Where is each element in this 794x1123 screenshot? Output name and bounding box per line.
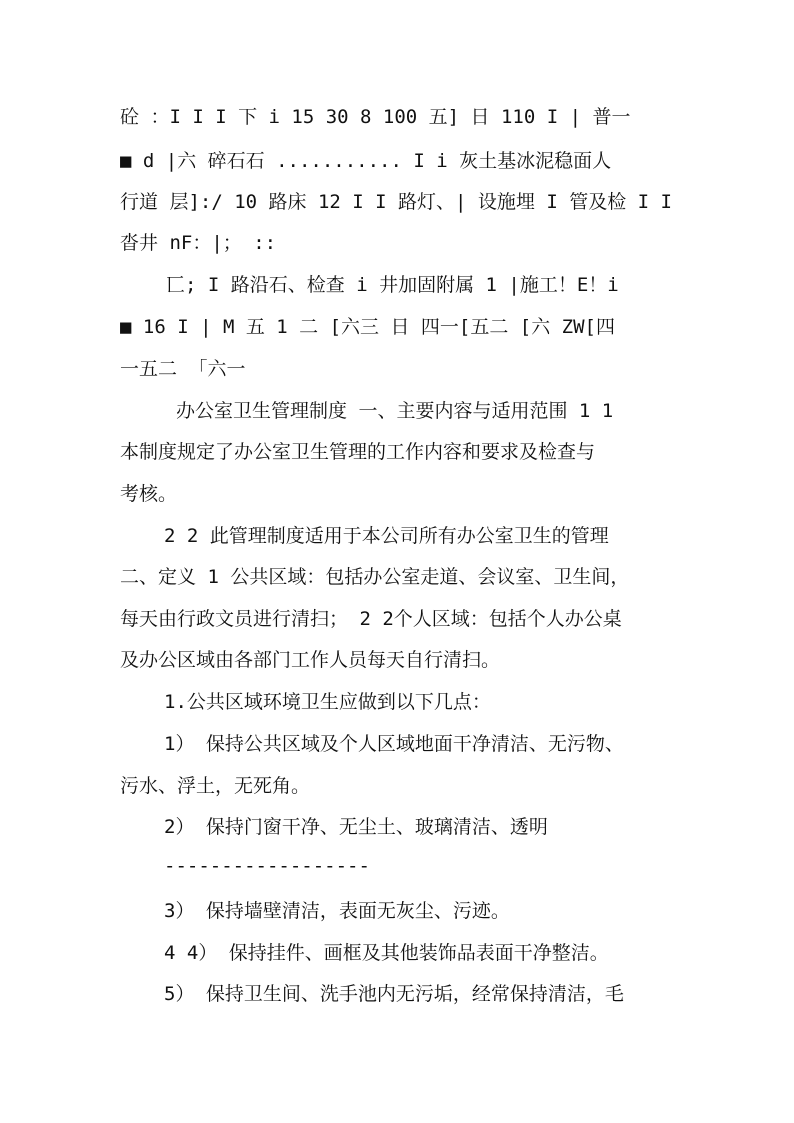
list-item-4: 4 4） 保持挂件、画框及其他装饰品表面干净整洁。 — [164, 942, 609, 964]
list-item-2: 2） 保持门窗干净、无尘土、玻璃清洁、透明 — [164, 816, 548, 838]
list-item-3: 3） 保持墙壁清洁，表面无灰尘、污迹。 — [164, 900, 510, 922]
list-item-5: 5） 保持卫生间、洗手池内无污垢，经常保持清洁，毛 — [164, 983, 624, 1005]
text-line-7: 一五二 「六一 — [120, 358, 246, 380]
text-line-10: 考核。 — [120, 483, 178, 505]
text-line-11: 2 2 此管理制度适用于本公司所有办公室卫生的管理 — [164, 525, 609, 547]
text-line-3: 行道 层]:/ 10 路床 12 I I 路灯、| 设施埋 I 管及检 I I — [120, 191, 672, 213]
text-line-15: 1.公共区域环境卫生应做到以下几点： — [164, 691, 491, 713]
text-line-9: 本制度规定了办公室卫生管理的工作内容和要求及检查与 — [120, 441, 596, 463]
text-line-2: ■ d |六 碎石石 ........... I i 灰土基冰泥稳面人 — [120, 150, 612, 172]
text-line-6: ■ 16 I | M 五 1 二 [六三 日 四一[五二 [六 ZW[四 — [120, 316, 615, 338]
text-line-1: 砼 ：I I I 下 i 15 30 8 100 五] 日 110 I | 普一 — [120, 106, 631, 128]
list-item-1: 1） 保持公共区域及个人区域地面干净清洁、无污物、 — [164, 733, 624, 755]
text-line-12: 二、定义 1 公共区域：包括办公室走道、会议室、卫生间， — [120, 566, 630, 588]
text-line-5: 匸; I 路沿石、检查 i 井加固附属 1 |施工！E！i — [166, 274, 619, 296]
text-line-17: 污水、浮土，无死角。 — [120, 775, 311, 797]
text-line-13: 每天由行政文员进行清扫； 2 2个人区域：包括个人办公桌 — [120, 608, 622, 630]
dashed-separator: ------------------ — [164, 855, 370, 877]
section-heading-line: 办公室卫生管理制度 一、主要内容与适用范围 1 1 — [176, 400, 614, 422]
text-line-14: 及办公区域由各部门工作人员每天自行清扫。 — [120, 649, 501, 671]
text-line-4: 沓井 nF：|； :: — [120, 232, 277, 254]
